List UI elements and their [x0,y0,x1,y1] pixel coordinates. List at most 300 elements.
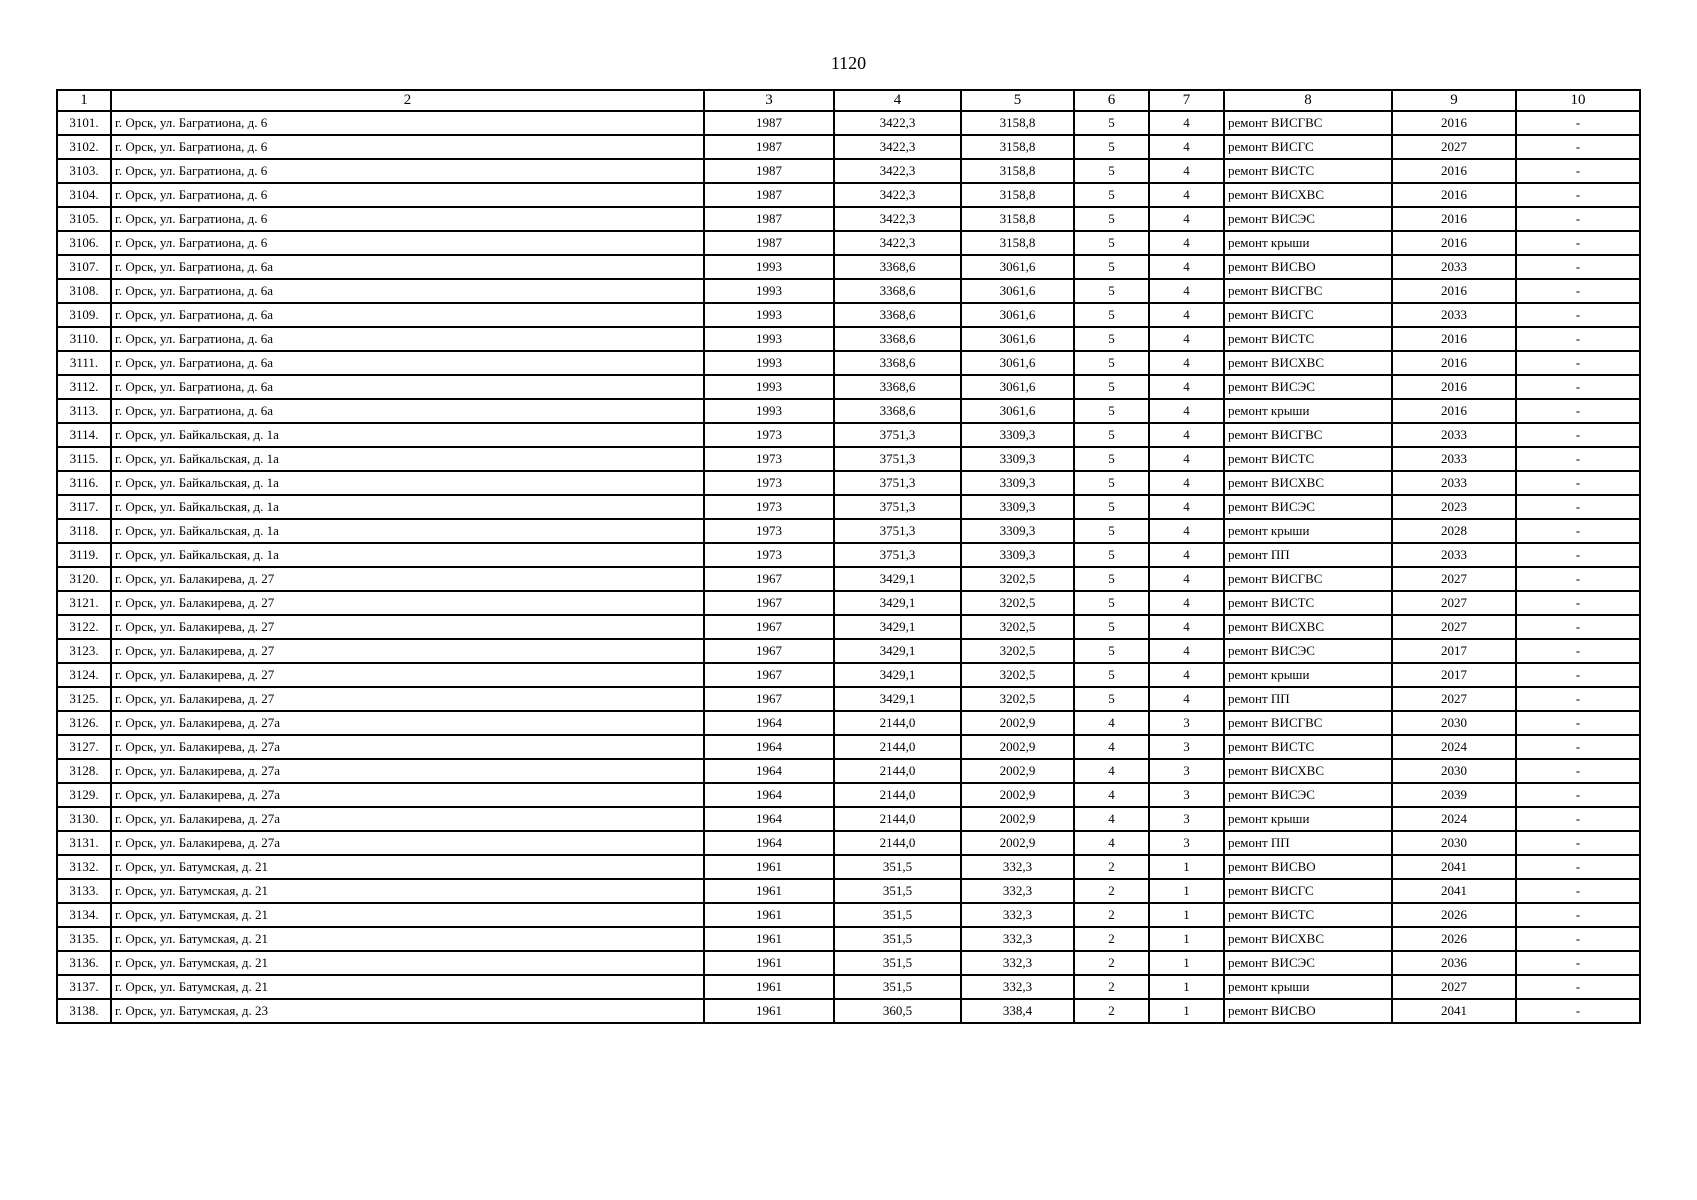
living-area-cell: 332,3 [961,903,1074,927]
living-area-cell: 3158,8 [961,231,1074,255]
floors-cell: 5 [1074,375,1149,399]
planned-year-cell: 2016 [1392,327,1516,351]
planned-year-cell: 2039 [1392,783,1516,807]
table-row [57,519,1640,543]
address-cell: г. Орск, ул. Балакирева, д. 27 [111,567,704,591]
entrances-cell: 4 [1149,279,1224,303]
planned-year-cell: 2033 [1392,471,1516,495]
living-area-cell: 3309,3 [961,471,1074,495]
row-number-cell: 3112. [57,375,111,399]
total-area-cell: 351,5 [834,951,961,975]
entrances-cell: 4 [1149,159,1224,183]
address-cell: г. Орск, ул. Батумская, д. 21 [111,927,704,951]
row-number-cell: 3136. [57,951,111,975]
total-area-cell: 3751,3 [834,519,961,543]
row-number-cell: 3107. [57,255,111,279]
work-type-cell: ремонт ВИСХВС [1224,471,1392,495]
floors-cell: 5 [1074,279,1149,303]
planned-year-cell: 2028 [1392,519,1516,543]
address-cell: г. Орск, ул. Балакирева, д. 27 [111,663,704,687]
total-area-cell: 3368,6 [834,399,961,423]
total-area-cell: 2144,0 [834,783,961,807]
table-row [57,831,1640,855]
address-cell: г. Орск, ул. Байкальская, д. 1а [111,423,704,447]
entrances-cell: 1 [1149,879,1224,903]
floors-cell: 2 [1074,951,1149,975]
living-area-cell: 3202,5 [961,615,1074,639]
notes-cell: - [1516,255,1640,279]
entrances-cell: 3 [1149,711,1224,735]
notes-cell: - [1516,591,1640,615]
notes-cell: - [1516,543,1640,567]
table-row [57,615,1640,639]
entrances-cell: 4 [1149,111,1224,135]
living-area-cell: 3061,6 [961,351,1074,375]
work-type-cell: ремонт крыши [1224,663,1392,687]
year-built-cell: 1967 [704,687,834,711]
table-row [57,375,1640,399]
planned-year-cell: 2041 [1392,999,1516,1023]
year-built-cell: 1973 [704,447,834,471]
total-area-cell: 3422,3 [834,207,961,231]
work-type-cell: ремонт ВИСТС [1224,447,1392,471]
address-cell: г. Орск, ул. Багратиона, д. 6 [111,183,704,207]
planned-year-cell: 2016 [1392,231,1516,255]
living-area-cell: 3158,8 [961,111,1074,135]
address-cell: г. Орск, ул. Батумская, д. 21 [111,855,704,879]
year-built-cell: 1973 [704,471,834,495]
year-built-cell: 1961 [704,855,834,879]
work-type-cell: ремонт ВИСХВС [1224,351,1392,375]
row-number-cell: 3127. [57,735,111,759]
notes-cell: - [1516,423,1640,447]
address-cell: г. Орск, ул. Байкальская, д. 1а [111,519,704,543]
address-cell: г. Орск, ул. Багратиона, д. 6а [111,303,704,327]
row-number-cell: 3117. [57,495,111,519]
work-type-cell: ремонт крыши [1224,399,1392,423]
year-built-cell: 1964 [704,735,834,759]
entrances-cell: 3 [1149,831,1224,855]
living-area-cell: 332,3 [961,951,1074,975]
address-cell: г. Орск, ул. Багратиона, д. 6 [111,111,704,135]
total-area-cell: 3368,6 [834,375,961,399]
entrances-cell: 4 [1149,351,1224,375]
planned-year-cell: 2041 [1392,855,1516,879]
notes-cell: - [1516,159,1640,183]
floors-cell: 5 [1074,639,1149,663]
planned-year-cell: 2033 [1392,255,1516,279]
year-built-cell: 1961 [704,927,834,951]
column-header-8: 8 [1224,90,1392,111]
total-area-cell: 2144,0 [834,831,961,855]
year-built-cell: 1987 [704,111,834,135]
entrances-cell: 1 [1149,975,1224,999]
row-number-cell: 3130. [57,807,111,831]
address-cell: г. Орск, ул. Багратиона, д. 6 [111,135,704,159]
table-row [57,183,1640,207]
table-row [57,207,1640,231]
address-cell: г. Орск, ул. Багратиона, д. 6 [111,159,704,183]
work-type-cell: ремонт ВИСВО [1224,855,1392,879]
total-area-cell: 3429,1 [834,663,961,687]
row-number-cell: 3113. [57,399,111,423]
entrances-cell: 4 [1149,303,1224,327]
living-area-cell: 3202,5 [961,567,1074,591]
living-area-cell: 2002,9 [961,807,1074,831]
row-number-cell: 3128. [57,759,111,783]
address-cell: г. Орск, ул. Байкальская, д. 1а [111,471,704,495]
year-built-cell: 1993 [704,375,834,399]
total-area-cell: 2144,0 [834,759,961,783]
floors-cell: 5 [1074,183,1149,207]
notes-cell: - [1516,903,1640,927]
total-area-cell: 3751,3 [834,447,961,471]
year-built-cell: 1987 [704,135,834,159]
table-row [57,807,1640,831]
year-built-cell: 1961 [704,999,834,1023]
row-number-cell: 3120. [57,567,111,591]
notes-cell: - [1516,231,1640,255]
living-area-cell: 3061,6 [961,375,1074,399]
floors-cell: 2 [1074,855,1149,879]
work-type-cell: ремонт крыши [1224,519,1392,543]
floors-cell: 5 [1074,543,1149,567]
work-type-cell: ремонт ВИСГС [1224,135,1392,159]
row-number-cell: 3114. [57,423,111,447]
year-built-cell: 1967 [704,567,834,591]
work-type-cell: ремонт ВИСЭС [1224,207,1392,231]
year-built-cell: 1964 [704,759,834,783]
planned-year-cell: 2027 [1392,591,1516,615]
floors-cell: 2 [1074,999,1149,1023]
living-area-cell: 3061,6 [961,279,1074,303]
row-number-cell: 3129. [57,783,111,807]
notes-cell: - [1516,351,1640,375]
floors-cell: 2 [1074,975,1149,999]
work-type-cell: ремонт ВИСГВС [1224,567,1392,591]
address-cell: г. Орск, ул. Балакирева, д. 27а [111,735,704,759]
row-number-cell: 3109. [57,303,111,327]
work-type-cell: ремонт ВИСГВС [1224,279,1392,303]
row-number-cell: 3135. [57,927,111,951]
row-number-cell: 3121. [57,591,111,615]
notes-cell: - [1516,111,1640,135]
address-cell: г. Орск, ул. Батумская, д. 21 [111,879,704,903]
planned-year-cell: 2016 [1392,351,1516,375]
notes-cell: - [1516,447,1640,471]
work-type-cell: ремонт ВИСТС [1224,327,1392,351]
table-row [57,591,1640,615]
total-area-cell: 351,5 [834,927,961,951]
work-type-cell: ремонт ВИСТС [1224,903,1392,927]
work-type-cell: ремонт ВИСГС [1224,303,1392,327]
row-number-cell: 3118. [57,519,111,543]
total-area-cell: 3422,3 [834,159,961,183]
notes-cell: - [1516,927,1640,951]
address-cell: г. Орск, ул. Багратиона, д. 6а [111,399,704,423]
planned-year-cell: 2030 [1392,759,1516,783]
living-area-cell: 3061,6 [961,303,1074,327]
work-type-cell: ремонт ВИСЭС [1224,783,1392,807]
total-area-cell: 3368,6 [834,351,961,375]
row-number-cell: 3110. [57,327,111,351]
living-area-cell: 3309,3 [961,543,1074,567]
row-number-cell: 3105. [57,207,111,231]
year-built-cell: 1987 [704,183,834,207]
year-built-cell: 1961 [704,975,834,999]
planned-year-cell: 2033 [1392,447,1516,471]
table-row [57,759,1640,783]
address-cell: г. Орск, ул. Багратиона, д. 6а [111,375,704,399]
living-area-cell: 3202,5 [961,639,1074,663]
entrances-cell: 3 [1149,783,1224,807]
work-type-cell: ремонт ВИСХВС [1224,615,1392,639]
planned-year-cell: 2030 [1392,711,1516,735]
year-built-cell: 1967 [704,639,834,663]
notes-cell: - [1516,183,1640,207]
notes-cell: - [1516,831,1640,855]
column-header-6: 6 [1074,90,1149,111]
floors-cell: 4 [1074,735,1149,759]
year-built-cell: 1993 [704,303,834,327]
floors-cell: 5 [1074,519,1149,543]
planned-year-cell: 2017 [1392,639,1516,663]
address-cell: г. Орск, ул. Байкальская, д. 1а [111,495,704,519]
table-row [57,423,1640,447]
work-type-cell: ремонт ВИСЭС [1224,375,1392,399]
table-body [57,111,1640,1023]
row-number-cell: 3125. [57,687,111,711]
address-cell: г. Орск, ул. Балакирева, д. 27 [111,591,704,615]
total-area-cell: 3429,1 [834,687,961,711]
table-row [57,903,1640,927]
notes-cell: - [1516,639,1640,663]
living-area-cell: 338,4 [961,999,1074,1023]
column-header-1: 1 [57,90,111,111]
address-cell: г. Орск, ул. Балакирева, д. 27 [111,615,704,639]
work-type-cell: ремонт ПП [1224,543,1392,567]
living-area-cell: 2002,9 [961,831,1074,855]
floors-cell: 5 [1074,399,1149,423]
floors-cell: 5 [1074,207,1149,231]
total-area-cell: 3368,6 [834,303,961,327]
total-area-cell: 351,5 [834,903,961,927]
floors-cell: 5 [1074,615,1149,639]
entrances-cell: 1 [1149,855,1224,879]
floors-cell: 5 [1074,687,1149,711]
notes-cell: - [1516,951,1640,975]
year-built-cell: 1961 [704,879,834,903]
year-built-cell: 1967 [704,591,834,615]
total-area-cell: 3422,3 [834,183,961,207]
living-area-cell: 332,3 [961,855,1074,879]
row-number-cell: 3122. [57,615,111,639]
notes-cell: - [1516,783,1640,807]
table-row [57,255,1640,279]
floors-cell: 2 [1074,903,1149,927]
column-header-9: 9 [1392,90,1516,111]
work-type-cell: ремонт ВИСГВС [1224,111,1392,135]
column-header-5: 5 [961,90,1074,111]
entrances-cell: 1 [1149,951,1224,975]
notes-cell: - [1516,759,1640,783]
total-area-cell: 3422,3 [834,231,961,255]
row-number-cell: 3103. [57,159,111,183]
living-area-cell: 3061,6 [961,399,1074,423]
total-area-cell: 3429,1 [834,591,961,615]
work-type-cell: ремонт ВИСТС [1224,591,1392,615]
notes-cell: - [1516,471,1640,495]
address-cell: г. Орск, ул. Балакирева, д. 27 [111,687,704,711]
work-type-cell: ремонт ВИСЭС [1224,951,1392,975]
living-area-cell: 2002,9 [961,735,1074,759]
planned-year-cell: 2033 [1392,423,1516,447]
notes-cell: - [1516,519,1640,543]
row-number-cell: 3116. [57,471,111,495]
year-built-cell: 1964 [704,783,834,807]
planned-year-cell: 2033 [1392,303,1516,327]
floors-cell: 5 [1074,447,1149,471]
table-row [57,471,1640,495]
notes-cell: - [1516,735,1640,759]
entrances-cell: 4 [1149,447,1224,471]
living-area-cell: 3061,6 [961,327,1074,351]
total-area-cell: 351,5 [834,975,961,999]
entrances-cell: 1 [1149,999,1224,1023]
year-built-cell: 1967 [704,615,834,639]
year-built-cell: 1987 [704,159,834,183]
year-built-cell: 1973 [704,519,834,543]
row-number-cell: 3131. [57,831,111,855]
entrances-cell: 4 [1149,687,1224,711]
work-type-cell: ремонт крыши [1224,807,1392,831]
entrances-cell: 4 [1149,639,1224,663]
planned-year-cell: 2023 [1392,495,1516,519]
planned-year-cell: 2036 [1392,951,1516,975]
work-type-cell: ремонт крыши [1224,231,1392,255]
planned-year-cell: 2041 [1392,879,1516,903]
planned-year-cell: 2027 [1392,615,1516,639]
table-row [57,927,1640,951]
floors-cell: 4 [1074,807,1149,831]
floors-cell: 5 [1074,159,1149,183]
floors-cell: 5 [1074,231,1149,255]
table-row [57,951,1640,975]
table-row [57,567,1640,591]
entrances-cell: 4 [1149,495,1224,519]
planned-year-cell: 2027 [1392,687,1516,711]
floors-cell: 5 [1074,423,1149,447]
planned-year-cell: 2024 [1392,807,1516,831]
living-area-cell: 3309,3 [961,519,1074,543]
year-built-cell: 1993 [704,279,834,303]
living-area-cell: 2002,9 [961,783,1074,807]
living-area-cell: 3158,8 [961,135,1074,159]
entrances-cell: 3 [1149,807,1224,831]
planned-year-cell: 2026 [1392,903,1516,927]
entrances-cell: 4 [1149,207,1224,231]
work-type-cell: ремонт ВИСЭС [1224,639,1392,663]
planned-year-cell: 2016 [1392,159,1516,183]
row-number-cell: 3119. [57,543,111,567]
year-built-cell: 1964 [704,831,834,855]
planned-year-cell: 2030 [1392,831,1516,855]
entrances-cell: 3 [1149,735,1224,759]
year-built-cell: 1993 [704,327,834,351]
entrances-cell: 4 [1149,519,1224,543]
notes-cell: - [1516,711,1640,735]
notes-cell: - [1516,975,1640,999]
page-number: 1120 [830,53,867,73]
column-header-4: 4 [834,90,961,111]
row-number-cell: 3126. [57,711,111,735]
entrances-cell: 4 [1149,471,1224,495]
living-area-cell: 332,3 [961,927,1074,951]
notes-cell: - [1516,663,1640,687]
entrances-cell: 4 [1149,663,1224,687]
work-type-cell: ремонт ВИСГВС [1224,423,1392,447]
total-area-cell: 2144,0 [834,807,961,831]
address-cell: г. Орск, ул. Багратиона, д. 6а [111,279,704,303]
entrances-cell: 4 [1149,255,1224,279]
entrances-cell: 4 [1149,567,1224,591]
row-number-cell: 3104. [57,183,111,207]
row-number-cell: 3111. [57,351,111,375]
year-built-cell: 1993 [704,399,834,423]
row-number-cell: 3132. [57,855,111,879]
table-row [57,975,1640,999]
planned-year-cell: 2026 [1392,927,1516,951]
address-cell: г. Орск, ул. Батумская, д. 21 [111,951,704,975]
planned-year-cell: 2016 [1392,183,1516,207]
notes-cell: - [1516,855,1640,879]
entrances-cell: 4 [1149,231,1224,255]
row-number-cell: 3123. [57,639,111,663]
floors-cell: 5 [1074,135,1149,159]
notes-cell: - [1516,207,1640,231]
notes-cell: - [1516,303,1640,327]
notes-cell: - [1516,279,1640,303]
floors-cell: 4 [1074,759,1149,783]
table-row [57,159,1640,183]
planned-year-cell: 2017 [1392,663,1516,687]
entrances-cell: 4 [1149,375,1224,399]
column-header-3: 3 [704,90,834,111]
planned-year-cell: 2027 [1392,975,1516,999]
total-area-cell: 3368,6 [834,279,961,303]
address-cell: г. Орск, ул. Балакирева, д. 27а [111,711,704,735]
notes-cell: - [1516,327,1640,351]
work-type-cell: ремонт крыши [1224,975,1392,999]
living-area-cell: 3202,5 [961,687,1074,711]
living-area-cell: 2002,9 [961,759,1074,783]
floors-cell: 2 [1074,927,1149,951]
entrances-cell: 3 [1149,759,1224,783]
planned-year-cell: 2027 [1392,135,1516,159]
table-row [57,783,1640,807]
entrances-cell: 4 [1149,543,1224,567]
total-area-cell: 351,5 [834,855,961,879]
column-header-10: 10 [1516,90,1640,111]
address-cell: г. Орск, ул. Багратиона, д. 6а [111,255,704,279]
total-area-cell: 351,5 [834,879,961,903]
entrances-cell: 4 [1149,327,1224,351]
planned-year-cell: 2016 [1392,375,1516,399]
total-area-cell: 3368,6 [834,327,961,351]
year-built-cell: 1993 [704,255,834,279]
total-area-cell: 3368,6 [834,255,961,279]
total-area-cell: 3422,3 [834,135,961,159]
